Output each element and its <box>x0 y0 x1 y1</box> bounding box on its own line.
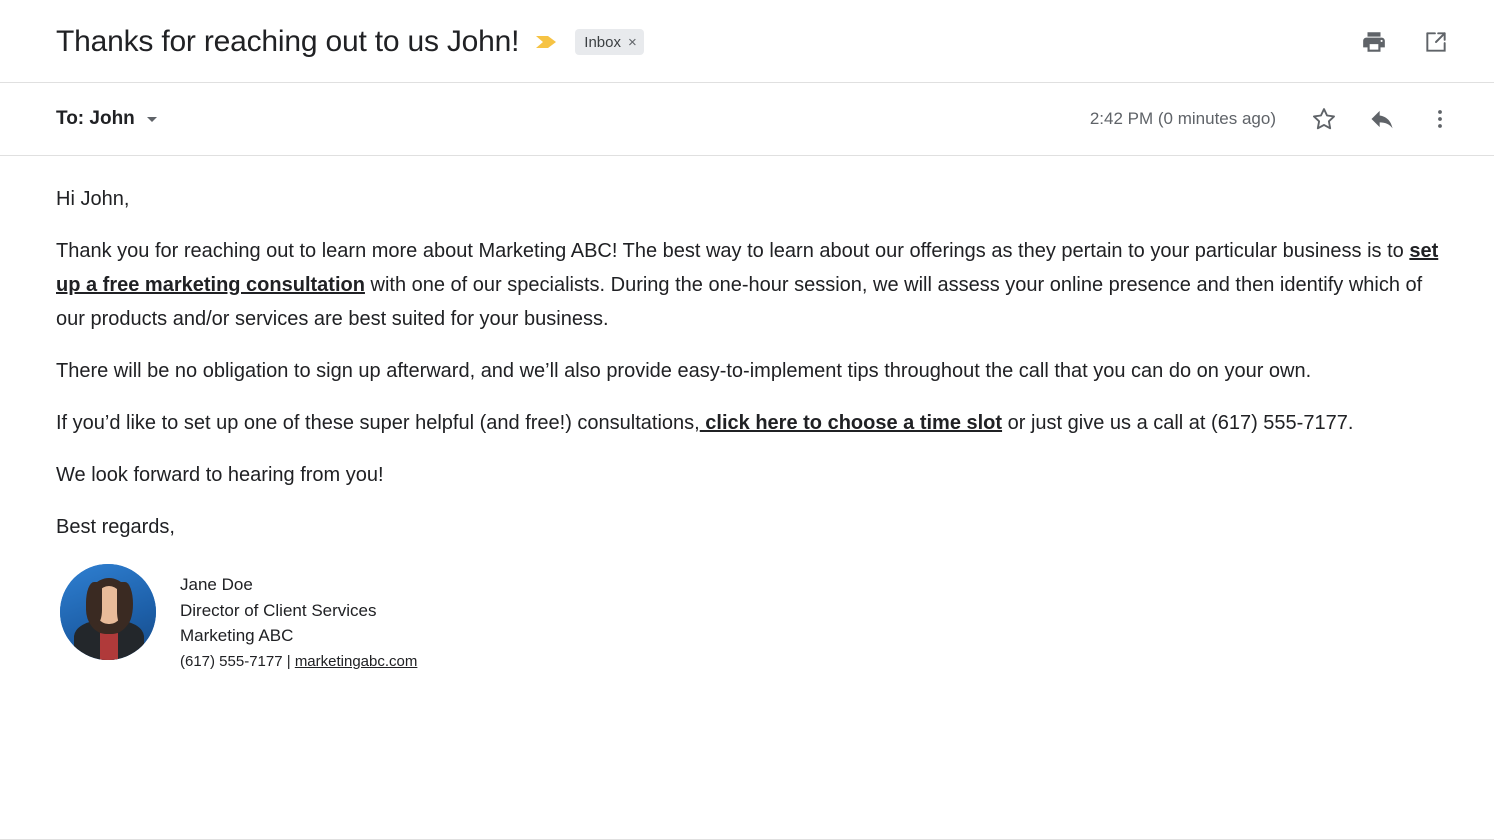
avatar-hair-left <box>86 582 102 624</box>
subject-row <box>0 0 1494 82</box>
time-slot-link[interactable]: click here to choose a time slot <box>699 412 1003 434</box>
body-paragraph-2: There will be no obligation to sign up afterward, and we’ll also provide easy-to-implement tips throughout the call that you can do on your own. <box>56 360 1312 382</box>
recipient-line <box>56 108 159 130</box>
more-options-icon[interactable] <box>1426 105 1454 133</box>
signature-company: Marketing ABC <box>180 626 294 645</box>
avatar <box>60 564 156 660</box>
label-chip-text: Inbox <box>584 33 621 51</box>
body-paragraph-4: We look forward to hearing from you! <box>56 464 384 486</box>
chevron-down-icon[interactable] <box>145 112 159 126</box>
avatar-hair-right <box>117 582 133 626</box>
reply-icon[interactable] <box>1368 105 1396 133</box>
signature-title: Director of Client Services <box>180 600 377 620</box>
paragraph-3-text-before: If you’d like to set up one of these super helpful (and free!) consultations, <box>56 412 700 434</box>
open-in-new-window-icon[interactable] <box>1422 28 1450 56</box>
star-icon[interactable] <box>1310 105 1338 133</box>
paragraph-1-text-before: Thank you for reaching out to learn more about Marketing ABC! The best way to learn about our offerings as they pertain to your particular business is to <box>56 240 1410 262</box>
signature-phone: (617) 555-7177 | <box>180 652 295 670</box>
email-subject: Thanks for reaching out to us John! <box>56 25 520 58</box>
paragraph-1-text-after: with one of our specialists. During the one-hour session, we will assess your online presence and then identify which of our products and/or services are best suited for your business. <box>56 274 1423 330</box>
recipient-label: To: John <box>56 108 135 129</box>
signature-contact <box>180 649 417 675</box>
important-marker-icon[interactable] <box>535 34 557 50</box>
label-chip-inbox[interactable] <box>575 29 643 55</box>
close-icon[interactable]: × <box>627 33 637 51</box>
header-actions <box>1360 28 1454 56</box>
recipient-row <box>0 83 1494 155</box>
email-signature <box>56 564 1454 674</box>
body-paragraph-3 <box>56 406 1454 440</box>
print-icon[interactable] <box>1360 28 1388 56</box>
message-timestamp: 2:42 PM (0 minutes ago) <box>1089 109 1276 128</box>
paragraph-3-text-after: or just give us a call at (617) 555-7177. <box>1002 412 1354 434</box>
email-body <box>0 156 1494 674</box>
message-actions <box>1310 105 1454 133</box>
body-paragraph-1 <box>56 234 1454 336</box>
body-closing: Best regards, <box>56 516 175 538</box>
signature-website-link[interactable]: marketingabc.com <box>294 652 418 670</box>
consultation-link[interactable]: set up a free marketing consultation <box>56 240 1439 296</box>
signature-name: Jane Doe <box>180 575 253 594</box>
body-greeting: Hi John, <box>56 188 130 210</box>
signature-text <box>180 564 417 674</box>
